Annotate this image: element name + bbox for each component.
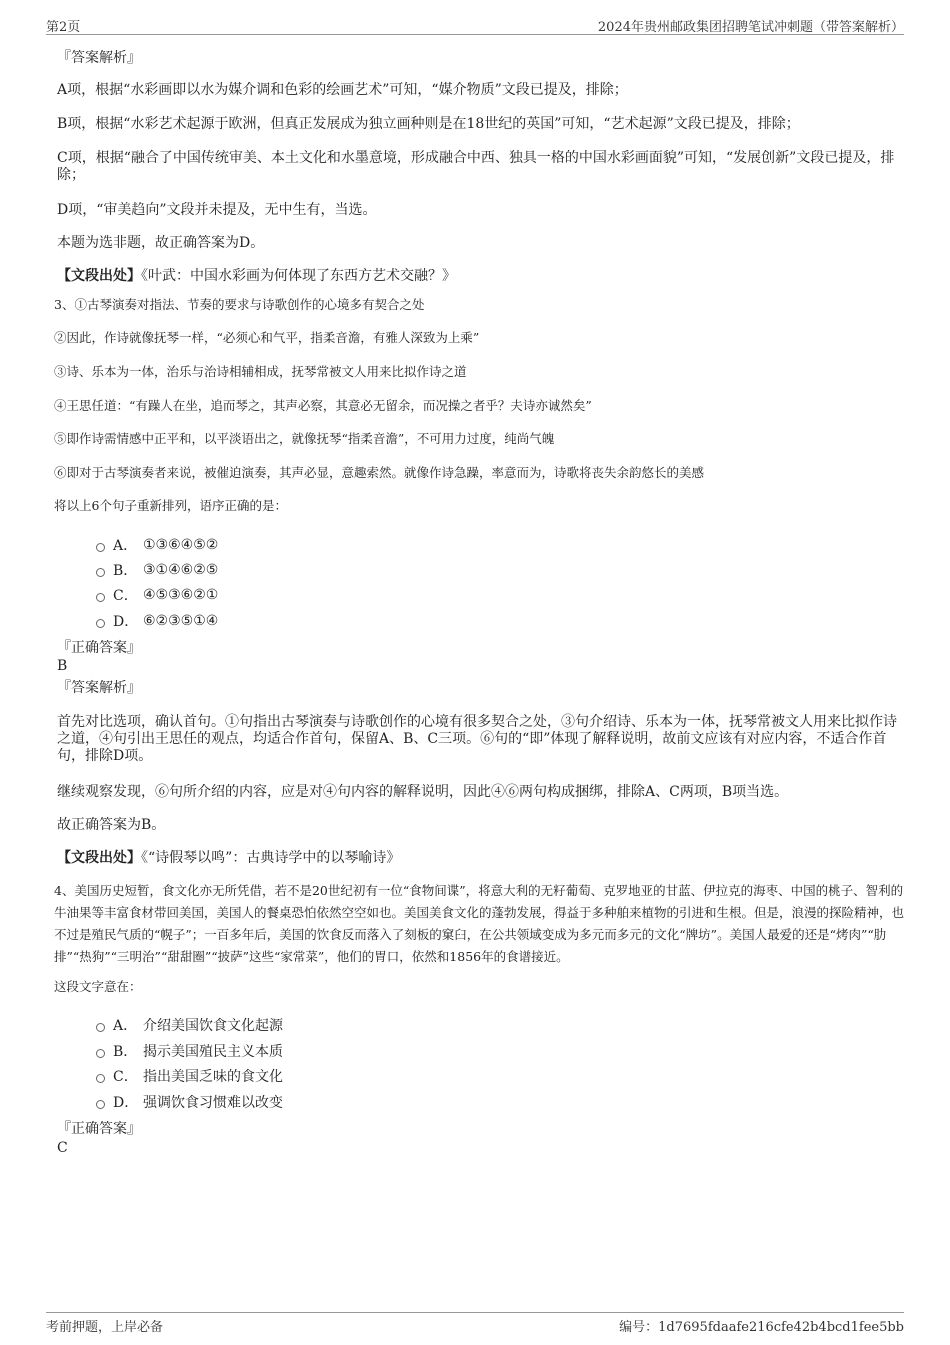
q4-answer-label: 『正确答案』 [57,1121,141,1137]
radio-icon[interactable] [96,568,105,577]
q2-analysis-a: A项，根据“水彩画即以水为媒介调和色彩的绘画艺术”可知，“媒介物质”文段已提及，排除； [57,82,628,98]
q4-question: 这段文字意在： [54,979,142,994]
q4-option-b[interactable]: B． 揭示美国殖民主义本质 [96,1041,283,1061]
q2-conclusion: 本题为选非题，故正确答案为D。 [57,235,265,251]
q2-source [57,268,897,285]
q3-sentence-5: ⑤即作诗需情感中正平和，以平淡语出之，就像抚琴“指柔音澹”，不可用力过度，纯尚气魄 [54,431,555,446]
q3-question: 将以上6个句子重新排列，语序正确的是： [54,498,287,513]
q3-conclusion: 故正确答案为B。 [57,817,166,833]
radio-icon[interactable] [96,1023,105,1032]
footer-code [619,1316,904,1335]
q3-option-b[interactable]: B． ③①④⑥②⑤ [96,560,218,580]
q2-source-label: 【文段出处】 [57,268,141,284]
q3-option-d[interactable]: D． ⑥②③⑤①④ [96,611,218,631]
q3-answer: B [57,658,68,674]
page-number: 第2页 [46,20,81,35]
page-footer [46,1312,904,1335]
radio-icon[interactable] [96,1074,105,1083]
radio-icon[interactable] [96,619,105,628]
q3-sentence-6: ⑥即对于古琴演奏者来说，被催迫演奏，其声必显，意趣索然。就像作诗急躁，率意而为，诗歌将丧失余韵悠长的美感 [54,465,705,480]
q3-source-label: 【文段出处】 [57,850,141,866]
q2-analysis-b: B项，根据“水彩艺术起源于欧洲，但真正发展成为独立画种则是在18世纪的英国”可知，“艺术起源”文段已提及，排除； [57,116,800,132]
q4-option-a[interactable]: A． 介绍美国饮食文化起源 [96,1015,283,1035]
q2-analysis-label: 『答案解析』 [57,50,141,66]
q2-analysis-d: D项，“审美趋向”文段并未提及，无中生有，当选。 [57,202,377,218]
q4-option-c[interactable]: C． 指出美国乏味的食文化 [96,1066,283,1086]
radio-icon[interactable] [96,1049,105,1058]
q3-analysis-1: 首先对比选项，确认首句。①句指出古琴演奏与诗歌创作的心境有很多契合之处，③句介绍诗、乐本为一体，抚琴常被文人用来比拟作诗之道，④句引出王思任的观点，均适合作首句，保留A、B、C三项。⑥句的“即”体现了解释说明，故前文应该有对应内容，不适合作首句，排除D项。 [57,714,897,764]
q4-option-d[interactable]: D． 强调饮食习惯难以改变 [96,1092,283,1112]
q3-source [57,850,897,867]
footer-slogan: 考前押题，上岸必备 [46,1320,164,1335]
q3-sentence-4: ④王思任道：“有躁人在坐，追而琴之，其声必察，其意必无留余，而况操之者乎？夫诗亦诚然矣” [54,398,592,413]
q3-analysis-label: 『答案解析』 [57,680,141,696]
radio-icon[interactable] [96,543,105,552]
q3-analysis-2: 继续观察发现，⑥句所介绍的内容，应是对④句内容的解释说明，因此④⑥两句构成捆绑，排除A、C两项，B项当选。 [57,784,789,800]
document-title: 2024年贵州邮政集团招聘笔试冲刺题（带答案解析） [597,20,904,35]
footer-code-label: 编号： [619,1320,659,1335]
q4-answer: C [57,1140,68,1156]
q4-stem: 4、美国历史短暂，食文化亦无所凭借，若不是20世纪初有一位“食物间谍”，将意大利的无籽葡萄、克罗地亚的甘蓝、伊拉克的海枣、中国的桃子、智利的牛油果等丰富食材带回美国，美国人的餐桌恐怕依然空空如也。美国美食文化的蓬勃发展，得益于多种舶来植物的引进和生根。但是，浪漫的探险精神，也不过是殖民气质的“幌子”；一百多年后，美国的饮食反而落入了刻板的窠臼，在公共领域变成为多元而多元的文化“牌坊”。美国人最爱的还是“烤肉”“肋排”“热狗”“三明治”“甜甜圈”“披萨”这些“家常菜”，他们的胃口，依然和1856年的食谱接近。 [54,883,905,964]
q3-answer-label: 『正确答案』 [57,640,141,656]
radio-icon[interactable] [96,593,105,602]
radio-icon[interactable] [96,1100,105,1109]
q3-option-c[interactable]: C． ④⑤③⑥②① [96,585,218,605]
q3-source-text: 《“诗假琴以鸣”：古典诗学中的以琴喻诗》 [141,850,401,866]
q3-sentence-3: ③诗、乐本为一体，治乐与治诗相辅相成，抚琴常被文人用来比拟作诗之道 [54,364,467,379]
q3-sentence-2: ②因此，作诗就像抚琴一样，“必须心和气平，指柔音澹，有雅人深致为上乘” [54,330,480,345]
q3-stem: 3、①古琴演奏对指法、节奏的要求与诗歌创作的心境多有契合之处 [54,297,425,312]
q2-source-text: 《叶武：中国水彩画为何体现了东西方艺术交融？》 [141,268,456,284]
q3-option-a[interactable]: A． ①③⑥④⑤② [96,535,218,555]
footer-code-value: 1d7695fdaafe216cfe42b4bcd1fee5bb [658,1320,904,1335]
page-header [46,14,904,35]
q2-analysis-c: C项，根据“融合了中国传统审美、本土文化和水墨意境，形成融合中西、独具一格的中国水彩画面貌”可知，“发展创新”文段已提及，排除； [57,150,895,183]
